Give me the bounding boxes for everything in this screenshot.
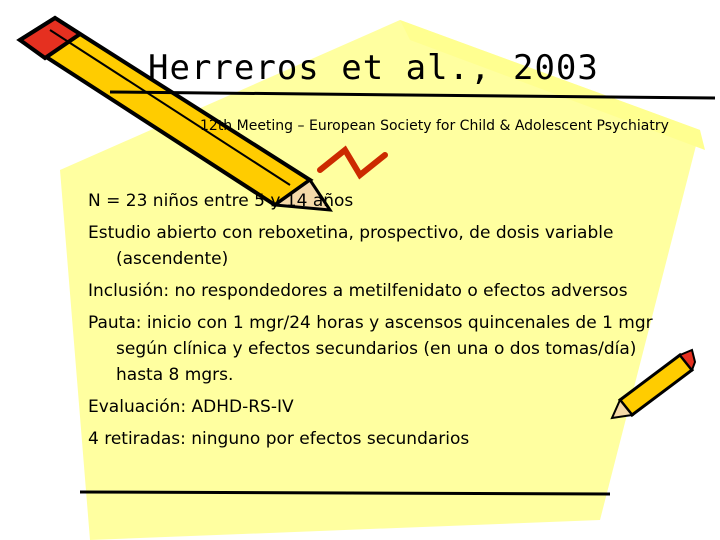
- list-item: N = 23 niños entre 5 y 14 años: [88, 191, 354, 211]
- slide-title: Herreros et al., 2003: [148, 48, 599, 88]
- list-item: Evaluación: ADHD-RS-IV: [88, 397, 294, 417]
- list-item: Pauta: inicio con 1 mgr/24 horas y ascensos quincenales de 1 mgr según clínica y efectos secundarios (en una o dos tomas/día) hasta 8 mgrs.: [88, 313, 653, 385]
- list-item: Inclusión: no respondedores a metilfenidato o efectos adversos: [88, 281, 628, 301]
- slide-subtitle: 12th Meeting – European Society for Child & Adolescent Psychiatry: [200, 118, 669, 134]
- list-item: 4 retiradas: ninguno por efectos secundarios: [88, 429, 470, 449]
- bottom-line: [80, 492, 610, 494]
- list-item: Estudio abierto con reboxetina, prospectivo, de dosis variable (ascendente): [88, 223, 614, 269]
- bullet-list: [88, 188, 688, 458]
